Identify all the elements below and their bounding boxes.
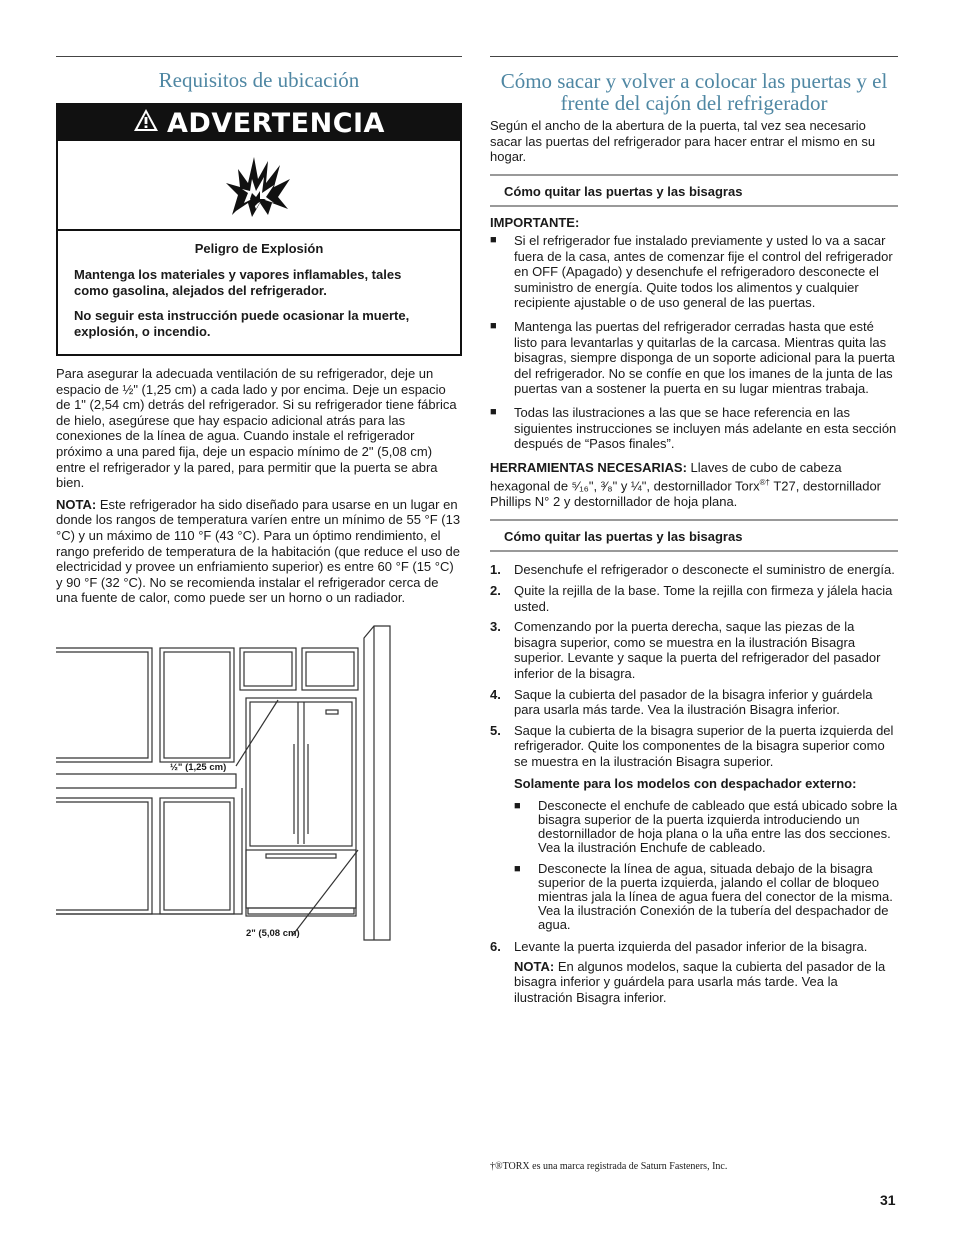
tools-label: HERRAMIENTAS NECESARIAS:: [490, 459, 687, 475]
steps-list: [490, 562, 898, 1005]
right-body: [490, 118, 898, 1005]
explosion-icon: [224, 153, 294, 219]
left-column: [56, 56, 462, 939]
note-paragraph: [56, 497, 462, 606]
page-number: 31: [880, 1192, 896, 1208]
list-item: ■ Todas las ilustraciones a las que se hace referencia en las siguientes instrucciones se incluyen más adelante en esta sección después de “Pasos finales”.: [490, 405, 898, 452]
clearance-label-bottom: 2" (5,08 cm): [246, 928, 300, 939]
clearance-label-top: ½" (1,25 cm): [170, 762, 227, 773]
step6-note: NOTA: En algunos modelos, saque la cubierta del pasador de la bisagra inferior y guárdela para usarla más tarde. Vea la ilustración Bisagra inferior.: [514, 958, 886, 1005]
dispenser-list: [514, 799, 898, 932]
warning-text: [58, 231, 460, 354]
list-item: ■ Desconecte la línea de agua, situada debajo de la bisagra superior de la puerta izquierda, jalando el collar de bloqueo mientras jala la línea de agua fuera del conector de la misma. Vea la ilustración Conexión de la tubería del despachador de agua.: [514, 862, 898, 932]
list-item: ■ Mantenga las puertas del refrigerador cerradas hasta que esté listo para levantarlas y quitarlas de la carcasa. Mientras quita las bisagras, siempre disponga de un soporte adicional para la puerta del refrigerador. No se confíe en que los imanes de la junta de las puertas van a sostener la puerta en su lugar mientras trabaja.: [490, 319, 898, 397]
section-heading-doors: Cómo sacar y volver a colocar las puertas y el frente del cajón del refrigerador: [500, 69, 888, 115]
right-column: [490, 56, 898, 1010]
cabinet-refrigerator-illustration: [56, 624, 396, 944]
subhead-rule-2-bottom: [490, 550, 898, 552]
step-item: 4. Saque la cubierta del pasador de la bisagra inferior y guárdela para usarla más tarde. Vea la ilustración Bisagra inferior.: [490, 686, 873, 718]
warning-header: [58, 105, 460, 141]
warning-label: ADVERTENCIA: [167, 107, 385, 139]
warning-title: Peligro de Explosión: [194, 241, 324, 256]
list-item: ■ Desconecte el enchufe de cableado que está ubicado sobre la bisagra superior de la puerta izquierda introduciendo un destornillador de hoja plana o la uña entre las dos secciones. Vea la ilustración Enchufe de cableado.: [514, 799, 898, 855]
intro-paragraph: Según el ancho de la abertura de la puerta, tal vez sea necesario sacar las puertas del refrigerador para hacer entrar el mismo en su hogar.: [490, 118, 876, 165]
step-item: 5. Saque la cubierta de la bisagra superior de la puerta izquierda del refrigerador. Quite los componentes de la bisagra superior como se muestra en la ilustración Bisagra superior. Solamente para los modelos con despachador externo: ■ Desconecte el enchufe de cableado que está ubicado sobre la bisagra superior de la puerta izquierda introduciendo un destornillador de hoja plana o la uña entre las dos secciones. Vea la ilustración Enchufe de cableado. ■ Desconecte la línea de agua, situada debajo de la bisagra superior de la puerta izquierda, jalando el collar de bloqueo mientras jala la línea de agua fuera del conector de la misma. Vea la ilustración Conexión de la tubería del despachador de agua.: [490, 723, 898, 932]
subhead-remove-doors-1: Cómo quitar las puertas y las bisagras: [504, 183, 743, 199]
warning-image-area: [58, 141, 460, 231]
ventilation-paragraph: Para asegurar la adecuada ventilación de su refrigerador, deje un espacio de ½" (1,25 cm) a cada lado y por encima. Deje un espacio de 1" (2,54 cm) detrás del refrigerador. Si su refrigerador tiene fábrica de hielo, asegúrese que hay espacio adicional atrás para las conexiones de la línea de agua. Cuando instale el refrigerador próximo a una pared fija, deje un espacio mínimo de 2" (5,08 cm) entre el refrigerador y la pared, para permitir que la puerta se abra bien.: [56, 366, 457, 491]
left-body: [56, 366, 462, 606]
important-list: [490, 233, 898, 452]
tools-paragraph: HERRAMIENTAS NECESARIAS: Llaves de cubo de cabeza hexagonal de ⁵⁄₁₆", ³⁄₈" y ¼", destornillador Torx®† T27, destornillador Phillips N° 2 y destornillador de hoja plana.: [490, 459, 881, 510]
warning-triangle-icon: [133, 108, 159, 139]
section-heading-location: Requisitos de ubicación: [158, 68, 360, 92]
footnote: †®TORX es una marca registrada de Saturn Fasteners, Inc.: [490, 1161, 728, 1172]
warning-box: [56, 103, 462, 356]
subhead-rule-1-bottom: [490, 205, 898, 207]
clearance-diagram: [56, 624, 396, 944]
step-item: 1. Desenchufe el refrigerador o desconecte el suministro de energía.: [490, 562, 895, 578]
subhead-remove-doors-2: Cómo quitar las puertas y las bisagras: [504, 528, 743, 544]
step-item: 2. Quite la rejilla de la base. Tome la rejilla con firmeza y jálela hacia usted.: [490, 582, 893, 614]
warning-line-1: Mantenga los materiales y vapores inflamables, tales como gasolina, alejados del refrigerador.: [74, 267, 402, 298]
important-label: IMPORTANTE:: [490, 215, 580, 231]
dispenser-models-label: Solamente para los modelos con despachador externo:: [514, 775, 857, 791]
note-label: NOTA:: [56, 496, 97, 512]
list-item: ■ Si el refrigerador fue instalado previamente y usted lo va a sacar fuera de la casa, antes de comenzar fije el control del refrigerador en OFF (Apagado) y desenchufe el refrigeradoro desconecte el suministro de energía. Quite todos los alimentos y cualquier recipiente ajustable o de uso general de las puertas.: [490, 233, 898, 311]
step-item: 3. Comenzando por la puerta derecha, saque las piezas de la bisagra superior, como se muestra en la ilustración Bisagra superior. Levante y saque la puerta del refrigerador del pasador inferior de la bisagra.: [490, 619, 881, 681]
step-item: 6. Levante la puerta izquierda del pasador inferior de la bisagra. NOTA: En algunos modelos, saque la cubierta del pasador de la bisagra inferior y guárdela para usarla más tarde. Vea la ilustración Bisagra inferior.: [490, 939, 898, 1005]
note-text: Este refrigerador ha sido diseñado para usarse en un lugar en donde los rangos de temperatura varíen entre un mínimo de 55 °F (13 °C) y un máximo de 110 °F (43 °C). Para un óptimo rendimiento, el rango preferido de temperatura de la habitación (que reduce el uso de electricidad y provee un enfriamiento superior) es entre 60 °F (15 °C) y 90 °F (32 °C). No se recomienda instalar el refrigerador cerca de una fuente de calor, como puede ser un horno o un radiador.: [56, 496, 461, 606]
warning-line-2: No seguir esta instrucción puede ocasionar la muerte, explosión, o incendio.: [74, 308, 410, 339]
